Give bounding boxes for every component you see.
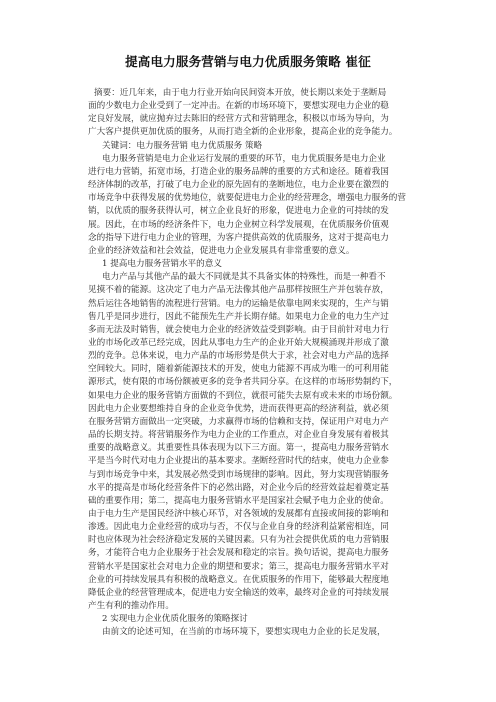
document-line: 产生有利的推动作用。: [88, 601, 174, 612]
document-line: 经济体制的改革，打破了电力企业的原先固有的垄断地位，电力企业要在激烈的: [88, 180, 389, 191]
document-line: 定良好发展，就应抛弃过去陈旧的经营方式和营销理念，积极以市场为导向，为: [88, 114, 389, 125]
document-line: 品的长期支持。将营销服务作为电力企业的工作重点，对企业自身发展有着极其: [88, 430, 389, 441]
document-line: 时也应体现为社会经济稳定发展的关键因素。只有为社会提供优质的电力营销服: [88, 535, 389, 546]
document-line: 降低企业的经营管理成本，促进电力安全输送的效率，最终对企业的可持续发展: [88, 587, 389, 598]
document-line: 企业的可持续发展具有积极的战略意义。在优质服务的作用下，能够最大程度地: [88, 574, 389, 585]
document-line: 进行电力营销，拓宽市场，打造企业的服务品牌的重要的方式和途径。随着我国: [88, 166, 389, 177]
document-line: 由前文的论述可知，在当前的市场环境下，要想实现电力企业的长足发展，: [102, 627, 386, 638]
document-line: 广大客户提供更加优质的服务，从而打造全新的企业形象，提高企业的竞争能力。: [88, 127, 398, 138]
document-body: [88, 87, 410, 640]
document-line: 在服务营销方面做出一定突破，力求赢得市场的信赖和支持，保证用户对电力产: [88, 416, 389, 427]
document-line: 由于电力生产是国民经济中核心环节，对各领域的发展都有直接或间接的影响和: [88, 509, 389, 519]
document-line: 因此电力企业要想维持自身的企业竞争优势，进而获得更高的经济利益，就必须: [88, 403, 389, 414]
document-line: 如果电力企业的服务营销方面做的不到位，就很可能失去原有或未来的市场份额。: [88, 390, 398, 401]
document-line: 企业的经济效益和社会效益，促进电力企业发展具有非常重要的意义。: [88, 245, 355, 256]
document-line: 营销水平是国家社会对电力企业的期望和要求；第三，提高电力服务营销水平对: [88, 561, 389, 572]
document-line: 市场竞争中获得发展的优势地位，就要促进电力企业的经营理念，增强电力服务的营: [88, 193, 406, 204]
document-line: 务，才能符合电力企业服务于社会发展和稳定的宗旨。换句话说，提高电力服务: [88, 548, 389, 559]
document-line: 重要的战略意义。其重要性具体表现为以下三方面。第一，提高电力服务营销水: [88, 443, 389, 454]
document-line: 电力服务营销是电力企业运行发展的重要的环节，电力优质服务是电力企业: [102, 153, 386, 164]
document-line: 业的市场化改革已经完成，因此从事电力生产的企业开始大规模涌现并形成了激: [88, 337, 389, 348]
document-line: 平是当今时代对电力企业提出的基本要求。垄断经营时代的结束，使电力企业参: [88, 456, 389, 467]
document-line: 2 实现电力企业优质化服务的策略探讨: [102, 614, 248, 625]
document-line: 电力产品与其他产品的最大不同就是其不具备实体的特殊性，而是一种看不: [102, 272, 386, 283]
document-line: 关键词：电力服务营销 电力优质服务 策略: [102, 140, 263, 151]
document-line: 1 提高电力服务营销水平的意义: [102, 259, 222, 270]
document-line: 烈的竞争。总体来说，电力产品的市场形势是供大于求，社会对电力产品的选择: [88, 351, 389, 362]
document-line: 售几乎是同步进行，因此不能预先生产并长期存储。如果电力企业的电力生产过: [88, 311, 389, 322]
document-line: 源形式，使有限的市场份额被更多的竞争者共同分享。在这样的市场形势制约下，: [88, 377, 398, 388]
document-line: 多而无法及时销售，就会使电力企业的经济效益受到影响。由于目前针对电力行: [88, 324, 389, 335]
document-line: 空间较大。同时，随着新能源技术的开发，使电力能源不再成为唯一的可利用能: [88, 364, 389, 375]
document-line: 销，以优质的服务获得认可，树立企业良好的形象，促进电力企业的可持续的发: [88, 206, 389, 217]
document-line: 展。因此，在市场的经济条件下，电力企业树立科学发展观，在优质服务价值观: [88, 219, 389, 230]
document-line: 然后运往各地销售的流程进行营销。电力的运输是依靠电网来实现的，生产与销: [88, 298, 389, 309]
document-line: 念的指导下进行电力企业的管理，为客户提供高效的优质服务，这对于提高电力: [88, 232, 389, 243]
document-line: 面的少数电力企业受到了一定冲击。在新的市场环境下，要想实现电力企业的稳: [88, 101, 389, 112]
document-line: 摘要：近几年来，由于电力行业开始向民间资本开放，使长期以来处于垄断局: [94, 88, 387, 98]
document-title: 提高电力服务营销与电力优质服务策略 崔征: [125, 54, 371, 69]
document-line: 础的重要作用；第二，提高电力服务营销水平是国家社会赋予电力企业的使命。: [88, 495, 389, 506]
document-line: 与到市场竞争中来，其发展必然受到市场规律的影响。因此，努力实现营销服务: [88, 469, 389, 480]
document-line: 渗透。因此电力企业经营的成功与否，不仅与企业自身的经济利益紧密相连，同: [88, 522, 389, 533]
document-line: 见摸不着的能源。这决定了电力产品无法像其他产品那样按照生产并包装存放，: [88, 285, 389, 296]
document-line: 水平的提高是市场化经营条件下的必然出路，对企业今后的经营效益起着奠定基: [88, 482, 389, 493]
